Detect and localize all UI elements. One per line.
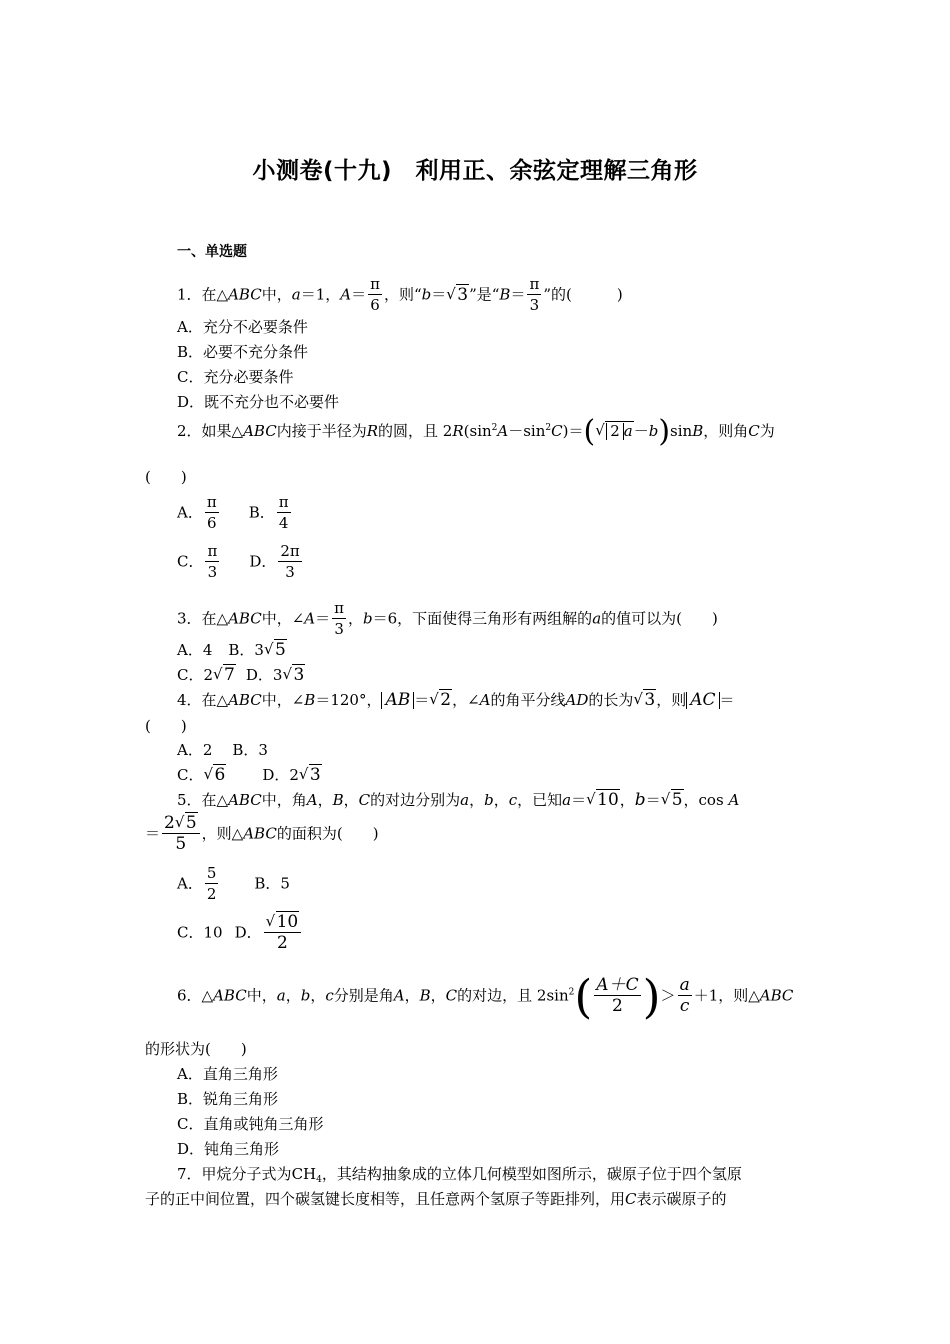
fraction (278, 542, 301, 583)
numerator: 5 (206, 864, 217, 882)
var: b (484, 791, 494, 809)
text: ＝ (719, 691, 735, 709)
question-7-cont (145, 1189, 727, 1209)
text: ＝ (351, 285, 367, 304)
var: B (419, 986, 431, 1005)
var: c (508, 791, 518, 809)
var: B (304, 691, 316, 709)
option-d: D．2 (262, 766, 299, 784)
text: ，则 (656, 691, 687, 709)
radicand (605, 421, 634, 440)
text: ， (469, 791, 485, 809)
text: ，则“ (383, 285, 422, 304)
text: ＝ (145, 824, 161, 843)
var: C (748, 422, 760, 440)
var: A (393, 986, 405, 1005)
text: ，其结构抽象成的立体几何模型如图所示，碳原子位于四个氢原 (321, 1165, 742, 1183)
question-5-cont (145, 814, 379, 855)
radical (446, 285, 469, 305)
text: ， (619, 791, 635, 809)
var: ABC (759, 986, 794, 1005)
var: c (325, 986, 334, 1005)
text: 中，角 (261, 791, 307, 809)
radical-sign: √ (203, 765, 214, 783)
radical (429, 690, 452, 710)
var: a (562, 791, 572, 809)
fraction (332, 599, 346, 640)
abs-value: AB (381, 692, 414, 709)
var: b (648, 422, 659, 440)
text: ， (430, 986, 446, 1005)
page-title: 小测卷(十九) 利用正、余弦定理解三角形 (252, 158, 698, 184)
fraction (277, 493, 291, 534)
radical (299, 765, 322, 785)
left-paren: ( (583, 414, 596, 449)
text: 在△ (201, 691, 229, 709)
text: 的对边分别为 (370, 791, 461, 809)
radicand: 5 (185, 813, 197, 833)
option-b: B．锐角三角形 (177, 1090, 279, 1108)
superscript: 2 (568, 987, 575, 998)
option-a: A．2 (177, 741, 213, 759)
var: B (692, 422, 704, 440)
denominator: 6 (205, 512, 219, 534)
var: A (340, 285, 352, 304)
text: ，cos (683, 791, 724, 809)
option-label: A． (177, 503, 203, 522)
denominator: 6 (368, 294, 382, 316)
option-b: B．5 (254, 874, 290, 893)
text: ＝ (645, 791, 661, 809)
option-c: C． (177, 766, 204, 784)
radical-sign: √ (298, 765, 309, 783)
text: ＝ (571, 791, 587, 809)
radicand: 5 (671, 790, 683, 810)
var: b (363, 609, 373, 628)
numerator: π (278, 493, 289, 511)
option-label: D． (249, 552, 277, 571)
text: 的面积为( ) (276, 824, 379, 843)
denominator: 4 (277, 512, 291, 534)
denominator: 2 (206, 885, 217, 903)
option-label: D． (234, 923, 262, 942)
option-c: C．充分必要条件 (177, 368, 294, 386)
numerator: a (679, 975, 690, 995)
coefficient: 2 (164, 813, 175, 833)
text: ， (310, 986, 326, 1005)
radical (282, 665, 305, 685)
option-c: C．直角或钝角三角形 (177, 1115, 324, 1133)
radicand: 6 (214, 765, 226, 785)
var: C (445, 986, 458, 1005)
text: 如果△ (201, 422, 244, 440)
radical-sign: √ (213, 665, 223, 683)
option-d: D．3 (245, 666, 283, 684)
text: 在△ (201, 609, 229, 628)
text: sin (670, 422, 693, 440)
text: ， (493, 791, 509, 809)
radicand: 10 (597, 790, 619, 810)
radical-sign: √ (429, 690, 439, 708)
radicand: 7 (224, 665, 235, 685)
text: ， (348, 609, 364, 628)
option-d: D．钝角三角形 (177, 1140, 280, 1158)
var: A (304, 609, 316, 628)
radical-sign: √ (263, 640, 274, 658)
var: b (300, 986, 311, 1005)
answer-blank: ( ) (145, 468, 187, 486)
var: C (551, 422, 563, 440)
denominator: 3 (205, 561, 219, 583)
text: (sin (463, 422, 492, 440)
text: ，∠ (452, 691, 480, 709)
var: a (623, 422, 633, 440)
formula: CH (291, 1165, 317, 1183)
answer-blank: ( ) (145, 717, 187, 735)
option-b: B．必要不充分条件 (177, 343, 309, 361)
text: 的角平分线 (490, 691, 566, 709)
text: ＝6，下面使得三角形有两组解的 (372, 609, 593, 628)
fraction (205, 864, 219, 905)
option-a: A．直角三角形 (177, 1065, 278, 1083)
abs-value: AC (686, 692, 719, 709)
radicand: 3 (309, 765, 321, 785)
numerator (264, 913, 302, 932)
text: 的长为 (588, 691, 634, 709)
var: ABC (213, 986, 247, 1005)
text: ”的( ) (543, 285, 623, 304)
denominator: 3 (278, 561, 301, 583)
question-number: 4． (177, 691, 202, 709)
var: C (358, 791, 371, 809)
radical (175, 814, 198, 833)
question-number: 5． (177, 791, 202, 809)
question-number: 1． (177, 285, 202, 304)
denominator: 2 (594, 995, 640, 1017)
var: R (452, 422, 464, 440)
fraction (527, 275, 541, 316)
option-label: A． (177, 874, 203, 893)
option-c: C．10 (177, 923, 223, 942)
radical-sign: √ (660, 790, 671, 808)
denominator: 3 (332, 618, 346, 640)
fraction (205, 493, 219, 534)
text: 表示碳原子的 (636, 1190, 727, 1208)
var: ABC (228, 285, 262, 304)
numerator: π (206, 493, 217, 511)
radicand: 10 (276, 912, 299, 932)
var: A (497, 422, 509, 440)
options-row-ab (177, 740, 268, 760)
numerator: π (207, 542, 218, 560)
var: B (499, 285, 511, 304)
options-row-ab (177, 493, 293, 534)
right-paren: ) (658, 414, 671, 449)
text: －sin (508, 422, 546, 440)
radicand: 5 (274, 640, 286, 660)
radical (595, 421, 634, 441)
radical (264, 640, 287, 660)
fraction (594, 976, 640, 1017)
radical (661, 790, 684, 810)
text: ＞ (660, 986, 676, 1005)
text: ， (343, 791, 359, 809)
options-row-cd (177, 765, 322, 785)
text: ，则△ (201, 824, 244, 843)
numerator (162, 814, 200, 833)
text: 子的正中间位置，四个碳氢键长度相等，且任意两个氢原子等距排列，用 (145, 1190, 626, 1208)
radical-sign: √ (265, 912, 276, 930)
radical-sign: √ (446, 284, 456, 303)
var: ABC (243, 422, 277, 440)
text: 中， (261, 285, 292, 304)
var: ABC (228, 691, 262, 709)
text: 在△ (201, 285, 229, 304)
option-a: A．充分不必要条件 (177, 318, 308, 336)
text: ＝1， (300, 285, 341, 304)
var: R (366, 422, 379, 440)
radicand: 3 (457, 284, 469, 305)
text: 中，∠ (261, 609, 305, 628)
question-5 (177, 790, 739, 810)
subscript: 4 (316, 1175, 322, 1185)
question-1 (177, 275, 623, 316)
option-label: C． (177, 552, 204, 571)
options-row-ab (177, 640, 287, 660)
text: 中， (246, 986, 277, 1005)
text: 在△ (201, 791, 229, 809)
question-2 (177, 414, 775, 449)
var: a (460, 791, 470, 809)
text: ，已知 (517, 791, 563, 809)
var: ABC (228, 609, 262, 628)
radical (203, 765, 226, 785)
radical (633, 690, 656, 710)
radicand: 3 (644, 690, 656, 710)
text: 内接于半径为 (276, 422, 367, 440)
option-b: B．3 (232, 741, 268, 759)
options-row-cd (177, 665, 305, 685)
numerator: π (334, 599, 345, 617)
radical-sign: √ (174, 813, 185, 831)
var: A (728, 791, 740, 809)
fraction (162, 814, 200, 855)
question-4 (177, 690, 735, 710)
superscript: 2 (491, 423, 498, 433)
radicand: 2 (440, 690, 452, 710)
superscript: 2 (545, 423, 552, 433)
text: △ (201, 986, 214, 1005)
radicand: 3 (293, 665, 305, 685)
question-number: 7． (177, 1165, 202, 1183)
fraction (264, 913, 302, 954)
question-7 (177, 1164, 742, 1184)
text: ，则角 (703, 422, 749, 440)
text: ＝ (431, 285, 447, 304)
option-label: B． (248, 503, 275, 522)
radical-sign: √ (586, 790, 596, 808)
radical-sign: √ (282, 665, 292, 683)
numerator: 2π (280, 542, 300, 560)
question-number: 3． (177, 609, 202, 628)
text: ， (404, 986, 420, 1005)
text: － (633, 422, 649, 440)
numerator: π (370, 275, 380, 293)
option-b: B．3 (228, 641, 264, 659)
var: ABC (228, 791, 262, 809)
text: ＝120°， (315, 691, 382, 709)
text: ”是“ (469, 285, 500, 304)
section-heading: 一、单选题 (177, 244, 247, 260)
denominator: 5 (162, 833, 200, 855)
question-6-cont: 的形状为( ) (145, 1040, 247, 1058)
option-d: D．既不充分也不必要件 (177, 393, 340, 411)
right-paren: ) (642, 969, 661, 1024)
denominator: 3 (527, 294, 541, 316)
denominator: 2 (264, 932, 302, 954)
var: b (634, 790, 646, 810)
var: A (306, 791, 318, 809)
option-a: A．4 (177, 641, 213, 659)
var: a (592, 609, 602, 628)
text: ＝ (414, 691, 430, 709)
var: AD (565, 691, 589, 709)
fraction (678, 976, 692, 1017)
option-c: C．2 (177, 666, 214, 684)
question-6 (177, 969, 794, 1024)
text: ， (317, 791, 333, 809)
question-number: 2． (177, 422, 202, 440)
var: ABC (243, 824, 277, 843)
fraction (368, 275, 382, 316)
text: ＝ (510, 285, 526, 304)
numerator: A＋C (596, 975, 639, 995)
question-number: 6． (177, 986, 202, 1005)
text: 甲烷分子式为 (201, 1165, 292, 1183)
text: )＝ (562, 422, 584, 440)
text: 中，∠ (261, 691, 305, 709)
text: ＝ (315, 609, 331, 628)
var: b (421, 285, 432, 304)
var: C (625, 1190, 637, 1208)
left-paren: ( (574, 969, 593, 1024)
options-row-cd (177, 913, 303, 954)
numerator: π (529, 275, 540, 293)
text: 为 (759, 422, 775, 440)
var: a (291, 285, 301, 304)
text: 分别是角 (333, 986, 394, 1005)
var: B (332, 791, 344, 809)
text: 的圆，且 2 (378, 422, 453, 440)
text: ＋1，则△ (693, 986, 760, 1005)
var: A (479, 691, 491, 709)
radical (586, 790, 620, 810)
var: a (276, 986, 286, 1005)
fraction (205, 542, 219, 583)
radical (266, 913, 300, 932)
text: 的对边，且 2sin (457, 986, 569, 1005)
abs-value: 2 (606, 423, 624, 440)
question-3 (177, 599, 718, 640)
text: 的值可以为( ) (601, 609, 718, 628)
radical-sign: √ (595, 421, 605, 439)
text: ， (285, 986, 301, 1005)
radical-sign: √ (633, 690, 643, 708)
options-row-cd (177, 542, 304, 583)
options-row-ab (177, 864, 290, 905)
denominator: c (678, 995, 692, 1017)
radical (213, 665, 236, 685)
